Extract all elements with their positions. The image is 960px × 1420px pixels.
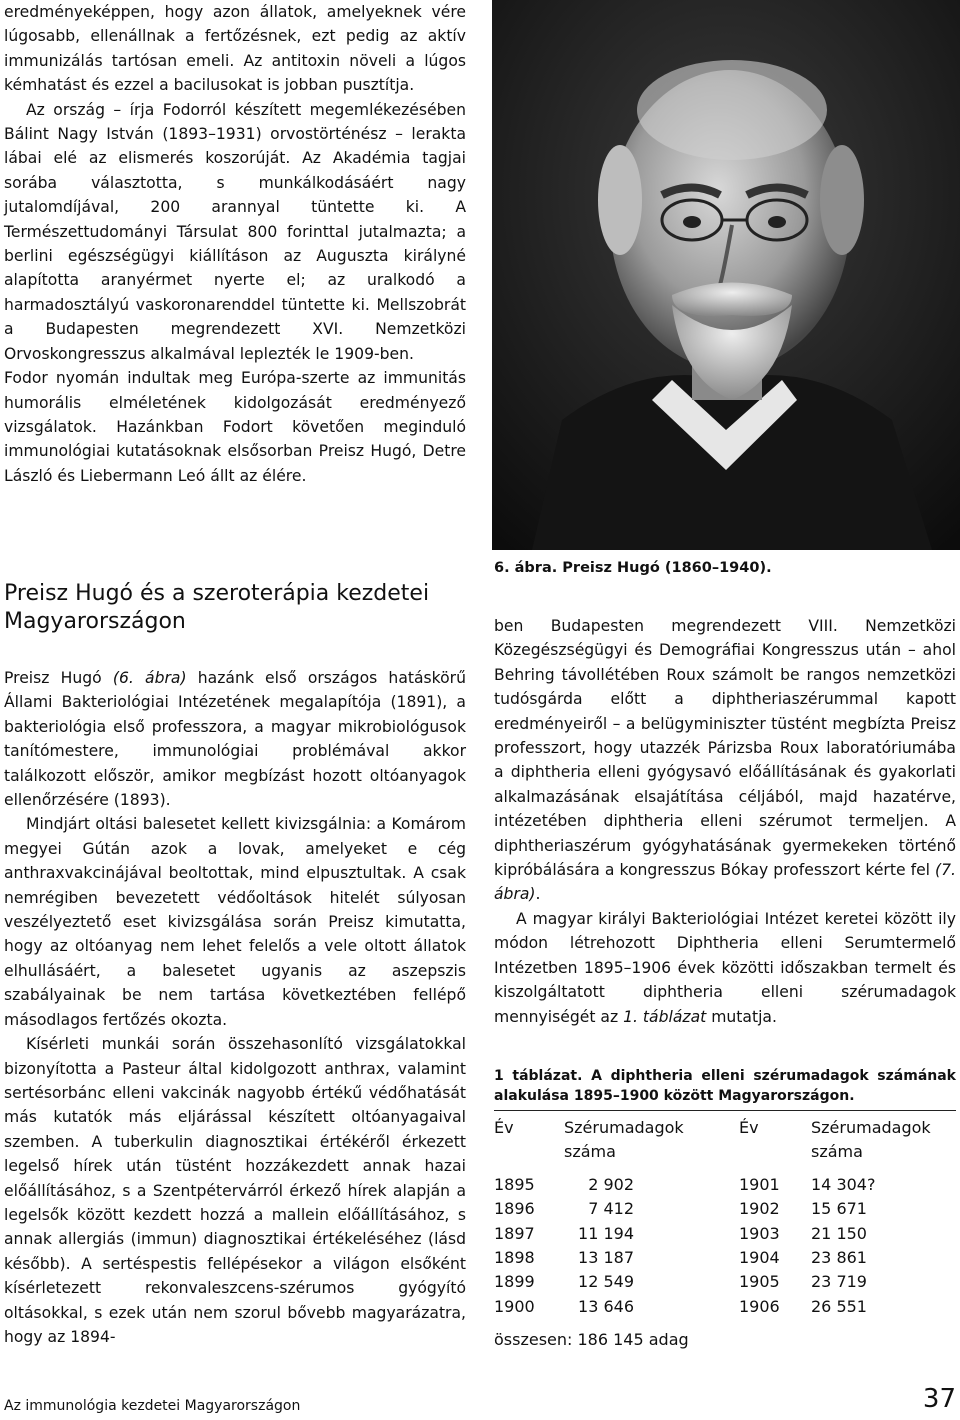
paragraph-text: Preisz Hugó — [4, 669, 113, 687]
year-cell: 1896 — [494, 1199, 535, 1219]
year-cell: 1898 — [494, 1248, 535, 1268]
doses-value: 7 412 — [588, 1199, 634, 1219]
year-cell: 1902 — [739, 1199, 780, 1219]
paragraph: Az ország – írja Fodorról készített megemlékezésében Bálint Nagy István (1893–1931) orvostörténész – lerakta lábai elé az elismerés koszorúját. Az Akadémia tagjai sorába választotta, s munkálkodásáért nagy jutalomdíjával, 200 arannyal tüntette ki. A Természettudományi Társulat 800 forinttal jutalmazta; a berlini egészségügyi kiállításon az Auguszta királyné alapította aranyérmet nyerte el; az uralkodó a harmadosztályú vaskoronarenddel tüntette ki. Mellszobrát a Budapesten megrendezett XVI. Nemzetközi Orvoskongresszus alkalmával leplezték le 1909-ben. — [4, 100, 466, 363]
doses-cell — [564, 1222, 739, 1246]
year-cell: 1903 — [739, 1223, 780, 1243]
figure-caption: 6. ábra. Preisz Hugó (1860–1940). — [494, 560, 772, 576]
paragraph: Kísérleti munkái során összehasonlító vizsgálatokkal bizonyította a Pasteur által kidolgozott anthrax, valamint sertésorbánc elleni vakcinák nagyobb értékű védőhatását más kutatók más eljárással készített oltóanyagaival szemben. A tuberkulin diagnosztikai értékéről érkezett legelső hírek után tüstént hozzákezdett annak hazai előállításához, s a Szentpétervárról érkező hírek alapján a legelsők között kezdett hozzá a mallein előállításához, s annak allergiás (immun) diagnosztikai értékeléséhez (lásd később). A sertéspestis fellépésekor a világon elsőként kísérletezett rekonvaleszcens-szérumos gyógyító oltásokkal, s ezek után nem szorul bővebb magyarázatra, hogy az 1894- — [4, 1035, 466, 1346]
year-cell: 1900 — [494, 1296, 535, 1316]
doses-value: 13 646 — [578, 1296, 634, 1316]
year-cell: 1901 — [739, 1174, 780, 1194]
table-row — [494, 1197, 956, 1221]
year-cell: 1897 — [494, 1223, 535, 1243]
doses-value: 11 194 — [578, 1223, 634, 1243]
table-header-row — [494, 1116, 956, 1165]
paragraph — [494, 907, 956, 1029]
serum-table — [494, 1116, 956, 1319]
paragraph: Fodor nyomán indultak meg Európa-szerte az immunitás humorális elméletének kidolgozását eredményező vizsgálatok. Hazánkban Fodort követően meginduló immunológiai kutatásoknak elsősorban Preisz Hugó, Detre László és Liebermann Leó állt az élére. — [4, 369, 466, 485]
paragraph — [4, 666, 466, 812]
header-doses: Szérumadagok száma — [564, 1118, 684, 1162]
header-year: Év — [494, 1118, 514, 1137]
figure-reference: (6. ábra) — [112, 669, 187, 687]
year-cell: 1906 — [739, 1296, 780, 1316]
paragraph-text: mutatja. — [706, 1007, 777, 1026]
doses-cell — [564, 1246, 739, 1270]
year-cell: 1899 — [494, 1272, 535, 1292]
doses-cell — [564, 1295, 739, 1319]
section-heading: Preisz Hugó és a szeroterápia kezdetei Magyarországon — [4, 581, 430, 634]
page-number: 37 — [922, 1384, 956, 1414]
paragraph: eredményeképpen, hogy azon állatok, amelyeknek vére lúgosabb, ellenállnak a fertőzésnek, ezt pedig az aktív immunizálás tartósan emeli. Az antitoxin növeli a lúgos kémhatást és ezzel a bacilusokat is jobban pusztítja. — [4, 3, 466, 95]
paragraph-text: A magyar királyi Bakteriológiai Intézet keretei között ily módon létrehozott Diphtheria elleni Serumtermelő Intézetben 1895–1906 évek közötti időszakban termelt és kiszolgáltatott diphtheria elleni szérumadagok mennyiségét az — [494, 909, 956, 1026]
doses-cell: 23 861 — [811, 1248, 867, 1268]
paragraph-text: . — [535, 885, 541, 904]
table-total: összesen: 186 145 adag — [494, 1330, 689, 1349]
header-year: Év — [739, 1118, 759, 1137]
running-title: Az immunológia kezdetei Magyarországon — [4, 1398, 301, 1414]
left-column-top — [4, 0, 466, 488]
doses-value: 2 902 — [588, 1174, 634, 1194]
year-cell: 1904 — [739, 1248, 780, 1268]
doses-value: 13 187 — [578, 1248, 634, 1268]
doses-cell: 21 150 — [811, 1223, 867, 1243]
figure-reference: (7. ábra) — [494, 861, 956, 904]
doses-value: 12 549 — [578, 1272, 634, 1292]
table-row — [494, 1295, 956, 1319]
doses-cell — [564, 1173, 739, 1197]
header-doses: Szérumadagok száma — [811, 1118, 931, 1162]
portrait-photo — [492, 0, 960, 550]
paragraph-text: hazánk első országos hatáskörű Állami Bakteriológiai Intézetének megalapítója (1891), a bakteriológia első professzora, a magyar mikrobiológusok tanítómestere, immunológiai problémával akkor találkozott először, amikor megbízást hozott oltóanyagok ellenőrzésére (1893). — [4, 669, 466, 810]
table-row — [494, 1222, 956, 1246]
table-top-rule — [494, 1110, 956, 1111]
table-row — [494, 1173, 956, 1197]
doses-cell: 26 551 — [811, 1296, 867, 1316]
year-cell: 1895 — [494, 1174, 535, 1194]
table-row — [494, 1246, 956, 1270]
paragraph: Mindjárt oltási balesetet kellett kivizsgálnia: a Komárom megyei Gútán azok a lovak, amelyeket e cég anthraxvakcinájával beoltottak, mind elpusztultak. A csak nemrégiben bevezetett védőoltások hitelét súlyosan veszélyeztető eset kivizsgálása során Preisz kimutatta, hogy az oltóanyag nem lehet felelős a vele oltott állatok elhullásáért, a balesetet ugyanis az aszepszis szabályainak be nem tartása következtében fellépő másodlagos fertőzés okozta. — [4, 815, 466, 1029]
paragraph — [494, 614, 956, 907]
table-row — [494, 1270, 956, 1294]
right-column-text — [494, 614, 956, 1029]
portrait-illustration — [492, 0, 960, 550]
table-caption: 1 táblázat. A diphtheria elleni szérumadagok számának alakulása 1895–1900 között Magyarországon. — [494, 1068, 956, 1104]
paragraph-text: ben Budapesten megrendezett VIII. Nemzetközi Közegészségügyi és Demográfiai Kongresszus után – ahol Behring távollétében Roux számolt be rangos nemzetközi tudósgárda előtt a diphtheriaszérummal kapott eredményeiről – a belügyminiszter tüstént megbízta Preisz professzort, hogy utazzék Párizsba Roux laboratóriumába a diphtheria elleni gyógysavó előállításának és gyakorlati alkalmazásának elsajátítása céljából, majd hazatérve, intézetében diphtheria elleni szérumot termeljen. A diphtheriaszérum gyógyhatásának gyermekeken történő kipróbálására a kongresszus Bókay professzort kérte fel — [494, 617, 956, 880]
left-column-bottom — [4, 666, 466, 1349]
year-cell: 1905 — [739, 1272, 780, 1292]
doses-cell — [564, 1197, 739, 1221]
doses-cell: 14 304? — [811, 1174, 876, 1194]
doses-cell: 15 671 — [811, 1199, 867, 1219]
doses-cell: 23 719 — [811, 1272, 867, 1292]
table-reference: 1. táblázat — [623, 1007, 707, 1026]
doses-cell — [564, 1270, 739, 1294]
